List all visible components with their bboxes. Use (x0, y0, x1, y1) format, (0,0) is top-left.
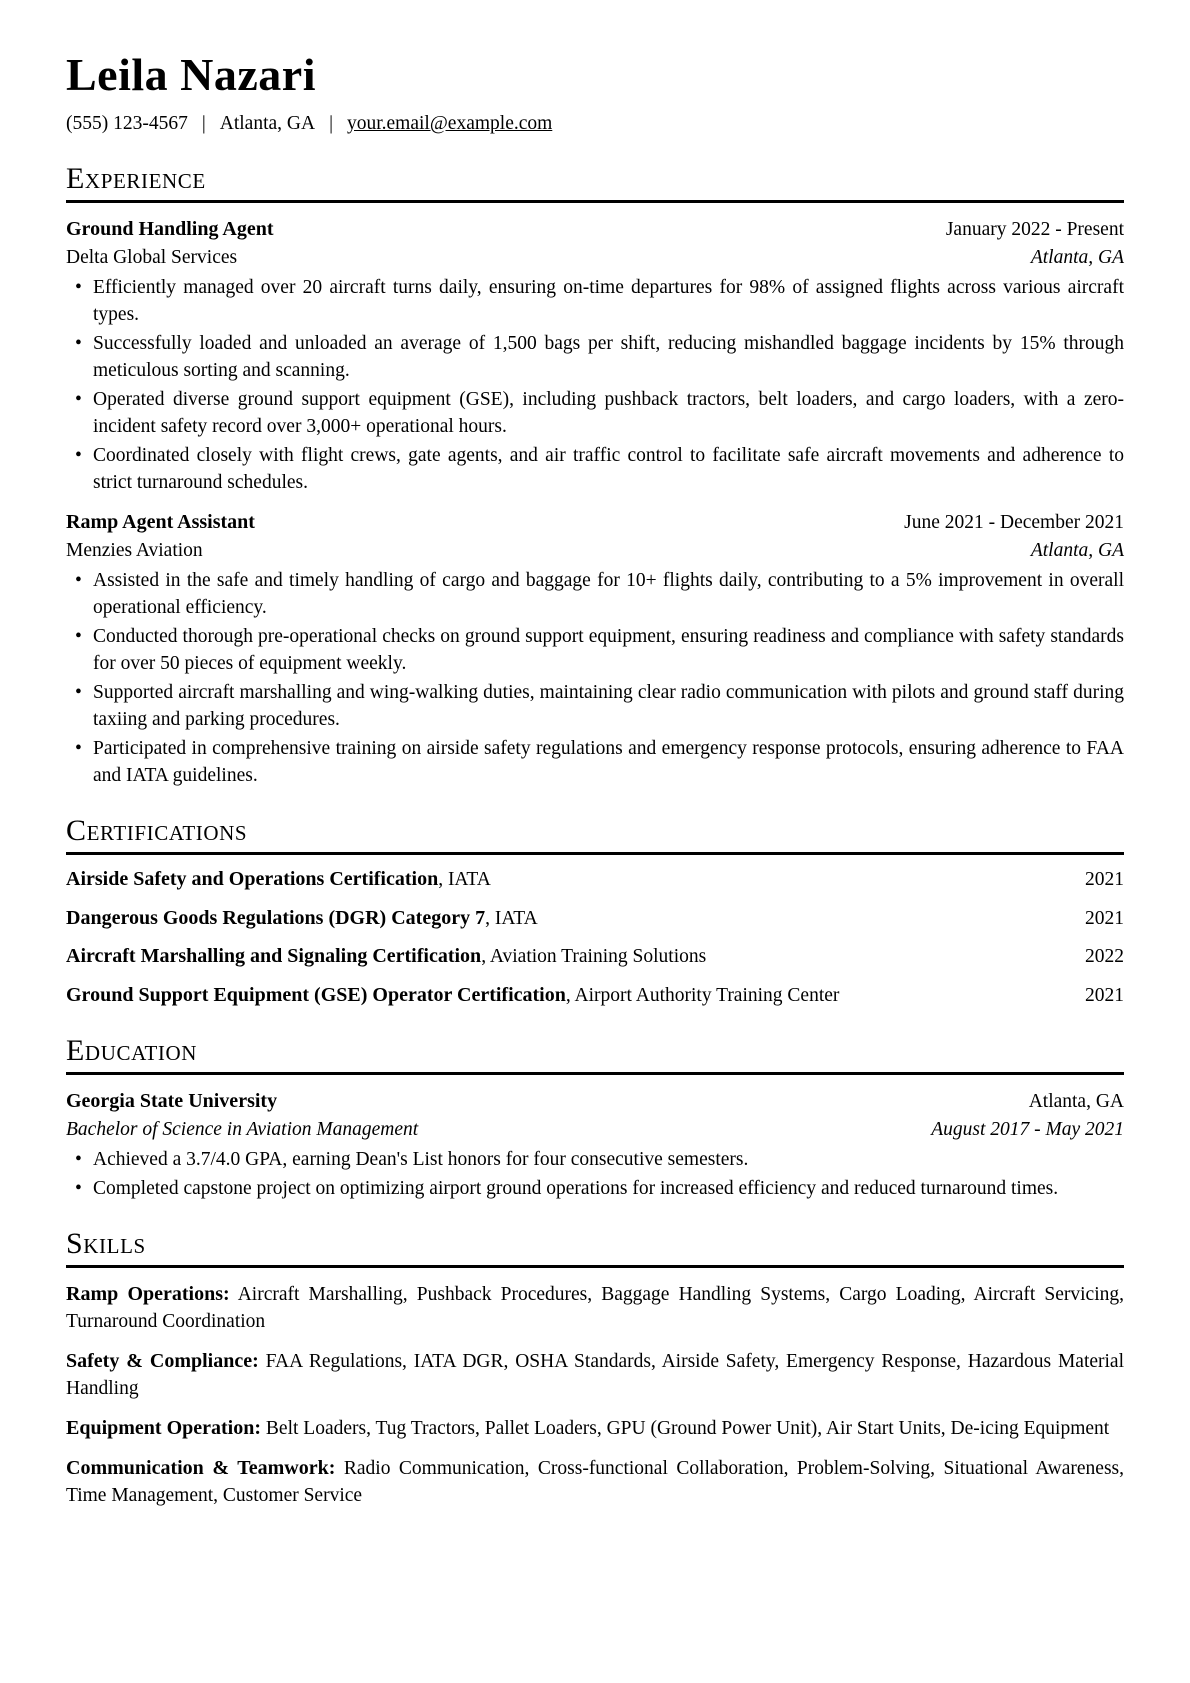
job-entry (66, 216, 1124, 496)
phone-number: (555) 123-4567 (66, 112, 188, 134)
education-entry (66, 1088, 1124, 1202)
skill-category-text: FAA Regulations, IATA DGR, OSHA Standards, Airside Safety, Emergency Response, Hazardous Material Handling (66, 1350, 1125, 1399)
certification-year: 2021 (1085, 869, 1124, 891)
job-bullet: • Coordinated closely with flight crews, gate agents, and air traffic control to facilitate safe aircraft movements and adherence to strict turnaround schedules. (66, 442, 1124, 496)
education-bullet-list (66, 1146, 1124, 1202)
job-dates: January 2022 - Present (945, 218, 1124, 240)
certification-row (66, 943, 1124, 970)
job-bullet-list (66, 274, 1124, 496)
job-bullet: • Participated in comprehensive training on airside safety regulations and emergency response protocols, ensuring adherence to FAA and IATA guidelines. (66, 735, 1124, 789)
section-title-experience: Experience (66, 161, 206, 195)
section-rule (66, 1072, 1124, 1075)
certification-row (66, 905, 1124, 932)
section-skills (66, 1227, 1124, 1509)
certification-name: Airside Safety and Operations Certification (66, 868, 439, 891)
skill-category (66, 1281, 1124, 1335)
section-rule (66, 1265, 1124, 1268)
section-experience (66, 162, 1124, 789)
job-title: Ramp Agent Assistant (66, 510, 255, 533)
certification-year: 2021 (1085, 907, 1124, 929)
skill-category-text: Belt Loaders, Tug Tractors, Pallet Loaders, GPU (Ground Power Unit), Air Start Units, De-icing Equipment (261, 1417, 1110, 1439)
certification-name: Dangerous Goods Regulations (DGR) Category 7 (66, 906, 486, 929)
job-bullet: • Operated diverse ground support equipment (GSE), including pushback tractors, belt loaders, and cargo loaders, with a zero-incident safety record over 3,000+ operational hours. (66, 386, 1124, 440)
job-bullet: • Supported aircraft marshalling and wing-walking duties, maintaining clear radio communication with pilots and ground staff during taxiing and parking procedures. (66, 679, 1124, 733)
skill-category (66, 1348, 1124, 1402)
job-bullet: • Assisted in the safe and timely handling of cargo and baggage for 10+ flights daily, contributing to a 5% improvement in overall operational efficiency. (66, 567, 1124, 621)
school-location: Atlanta, GA (1028, 1090, 1124, 1112)
education-bullet: • Completed capstone project on optimizing airport ground operations for increased efficiency and reduced turnaround times. (66, 1175, 1124, 1202)
degree-name: Bachelor of Science in Aviation Management (66, 1118, 419, 1140)
section-title-skills: Skills (66, 1226, 146, 1260)
contact-separator: | (329, 112, 333, 134)
candidate-name: Leila Nazari (66, 49, 316, 100)
section-rule (66, 200, 1124, 203)
section-certifications (66, 814, 1124, 1009)
job-bullet-list (66, 567, 1124, 789)
section-rule (66, 852, 1124, 855)
job-bullet: • Conducted thorough pre-operational checks on ground support equipment, ensuring readiness and compliance with safety standards for over 50 pieces of equipment weekly. (66, 623, 1124, 677)
job-company: Delta Global Services (66, 246, 238, 268)
skill-category-label: Safety & Compliance: (66, 1349, 259, 1372)
job-title: Ground Handling Agent (66, 217, 274, 240)
job-entry (66, 509, 1124, 789)
certification-year: 2021 (1085, 984, 1124, 1006)
location-text: Atlanta, GA (219, 112, 316, 134)
contact-line (66, 110, 1124, 137)
job-location: Atlanta, GA (1030, 246, 1124, 268)
section-education (66, 1034, 1124, 1202)
skill-category-label: Equipment Operation: (66, 1416, 262, 1439)
certification-issuer: , Aviation Training Solutions (481, 946, 707, 968)
job-bullet: • Successfully loaded and unloaded an average of 1,500 bags per shift, reducing mishandled baggage incidents by 15% through meticulous sorting and scanning. (66, 330, 1124, 384)
certification-row (66, 982, 1124, 1009)
contact-separator: | (201, 112, 206, 134)
education-bullet: • Achieved a 3.7/4.0 GPA, earning Dean's List honors for four consecutive semesters. (66, 1146, 1124, 1173)
certification-issuer: , Airport Authority Training Center (565, 984, 840, 1006)
skill-category-label: Communication & Teamwork: (66, 1456, 336, 1479)
skill-category-label: Ramp Operations: (66, 1282, 230, 1305)
job-dates: June 2021 - December 2021 (904, 511, 1124, 533)
certification-issuer: , IATA (485, 907, 538, 929)
job-company: Menzies Aviation (66, 539, 203, 561)
certification-issuer: , IATA (438, 869, 491, 891)
skill-category (66, 1455, 1124, 1509)
job-bullet: • Efficiently managed over 20 aircraft turns daily, ensuring on-time departures for 98% of assigned flights across various aircraft types. (66, 274, 1124, 328)
certification-name: Aircraft Marshalling and Signaling Certification (66, 945, 482, 968)
school-name: Georgia State University (66, 1089, 278, 1112)
certification-year: 2022 (1085, 946, 1124, 968)
email-link[interactable]: your.email@example.com (346, 112, 553, 134)
certification-row (66, 866, 1124, 893)
section-title-education: Education (66, 1033, 198, 1067)
certification-name: Ground Support Equipment (GSE) Operator Certification (66, 983, 566, 1006)
skill-category (66, 1415, 1124, 1442)
resume-header (66, 50, 1124, 137)
education-dates: August 2017 - May 2021 (931, 1118, 1124, 1140)
job-location: Atlanta, GA (1030, 539, 1124, 561)
section-title-certifications: Certifications (66, 813, 248, 847)
skill-category-text: Aircraft Marshalling, Pushback Procedures, Baggage Handling Systems, Cargo Loading, Aircraft Servicing, Turnaround Coordination (66, 1283, 1124, 1332)
skill-category-text: Radio Communication, Cross-functional Collaboration, Problem-Solving, Situational Awareness, Time Management, Customer Service (66, 1457, 1125, 1506)
